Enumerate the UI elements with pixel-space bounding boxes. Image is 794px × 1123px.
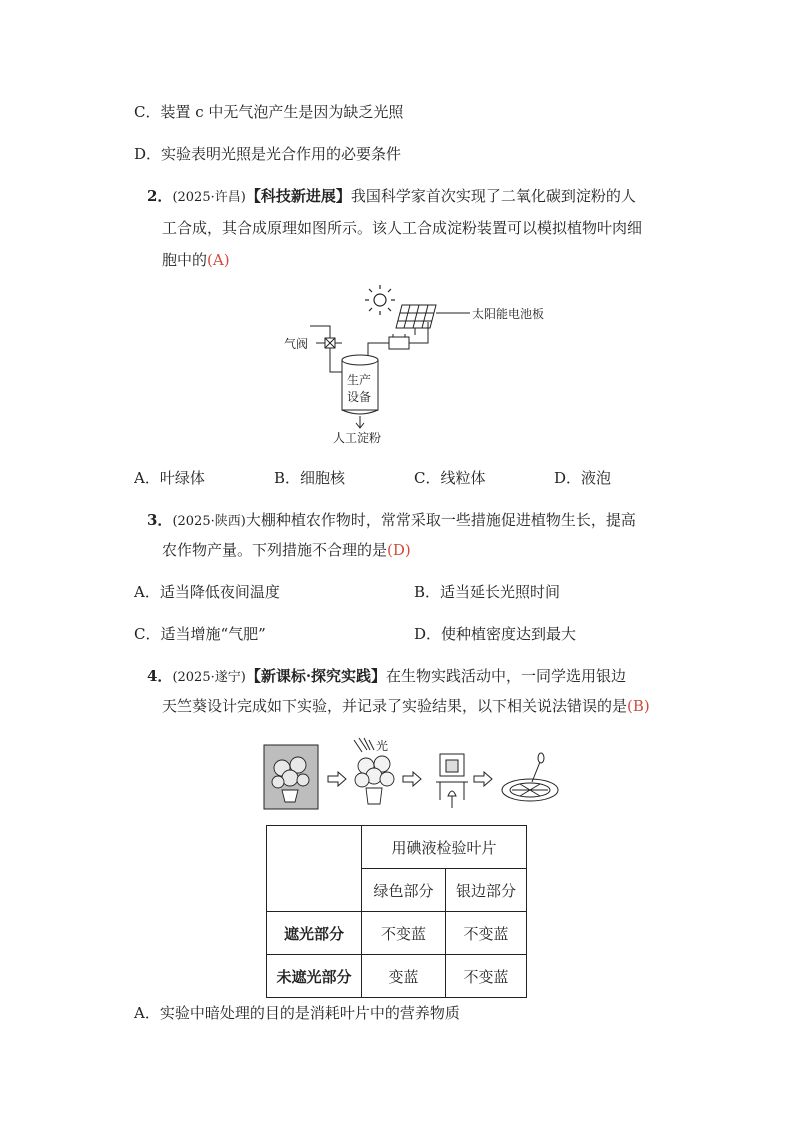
table-row <box>267 826 527 869</box>
q4-text-1: 在生物实践活动中，一同学选用银边 <box>386 667 627 685</box>
q3-option-d: D．使种植密度达到最大 <box>414 625 577 643</box>
q4-option-a: A．实验中暗处理的目的是消耗叶片中的营养物质 <box>134 1004 460 1022</box>
device-label-1: 生产 <box>347 373 372 387</box>
table-row <box>267 955 527 998</box>
q2-option-a: A．叶绿体 <box>134 469 205 487</box>
q4-tag: 【新课标·探究实践】 <box>245 667 387 685</box>
light-rays-icon <box>354 738 374 752</box>
q3-text-1: 大棚种植农作物时，常常采取一些措施促进植物生长，提高 <box>245 511 636 529</box>
q2-option-b: B．细胞核 <box>274 469 346 487</box>
table-cell: 不变蓝 <box>362 912 446 955</box>
q2-option-c: C．线粒体 <box>414 469 486 487</box>
q2-answer: (A) <box>207 251 230 269</box>
table-row-label: 未遮光部分 <box>267 955 362 998</box>
option-c-prev: C．装置 c 中无气泡产生是因为缺乏光照 <box>134 103 404 121</box>
q3-option-b: B．适当延长光照时间 <box>414 583 561 601</box>
q4-number: 4． <box>147 667 173 685</box>
dark-treatment-plant-icon <box>264 745 318 809</box>
q3-number: 3． <box>147 511 173 529</box>
valve-label: 气阀 <box>284 337 309 351</box>
q4-answer: (B) <box>627 697 650 715</box>
arrow-right-icon <box>328 772 346 786</box>
q3-text-2: 农作物产量。下列措施不合理的是 <box>162 541 388 559</box>
q2-tag: 【科技新进展】 <box>245 187 351 205</box>
results-table <box>266 825 527 998</box>
table-subheader-green: 绿色部分 <box>362 869 446 912</box>
table-corner-cell <box>267 826 362 912</box>
device-label-2: 设备 <box>347 390 372 404</box>
option-d-prev: D．实验表明光照是光合作用的必要条件 <box>134 145 402 163</box>
table-header: 用碘液检验叶片 <box>362 826 527 869</box>
table-cell: 不变蓝 <box>446 912 527 955</box>
q3-answer: (D) <box>387 541 411 559</box>
q2-number: 2． <box>147 187 173 205</box>
plant-in-light-icon <box>355 756 394 804</box>
iodine-dropper-dish-icon <box>502 753 558 801</box>
arrow-right-icon <box>474 772 492 786</box>
q3-source: (2025·陕西) <box>172 514 246 529</box>
table-cell: 不变蓝 <box>446 955 527 998</box>
table-row <box>267 912 527 955</box>
table-row-label: 遮光部分 <box>267 912 362 955</box>
q4-text-2: 天竺葵设计完成如下实验，并记录了实验结果，以下相关说法错误的是 <box>162 697 628 715</box>
q2-line2: 工合成，其合成原理如图所示。该人工合成淀粉装置可以模拟植物叶肉细 <box>162 219 643 237</box>
q2-text-3: 胞中的 <box>162 251 208 269</box>
panel-label: 太阳能电池板 <box>472 307 545 321</box>
arrow-right-icon <box>403 772 421 786</box>
q2-option-d: D．液泡 <box>554 469 612 487</box>
light-label: 光 <box>376 739 389 753</box>
water-bath-icon <box>436 754 468 808</box>
q2-text-1: 我国科学家首次实现了二氧化碳到淀粉的人 <box>350 187 636 205</box>
q3-option-c: C．适当增施“气肥” <box>134 625 266 643</box>
q4-source: (2025·遂宁) <box>172 670 246 685</box>
q2-source: (2025·许昌) <box>172 190 246 205</box>
q3-option-a: A．适当降低夜间温度 <box>134 583 280 601</box>
table-subheader-silver: 银边部分 <box>446 869 527 912</box>
table-cell: 变蓝 <box>362 955 446 998</box>
output-label: 人工淀粉 <box>333 431 382 445</box>
